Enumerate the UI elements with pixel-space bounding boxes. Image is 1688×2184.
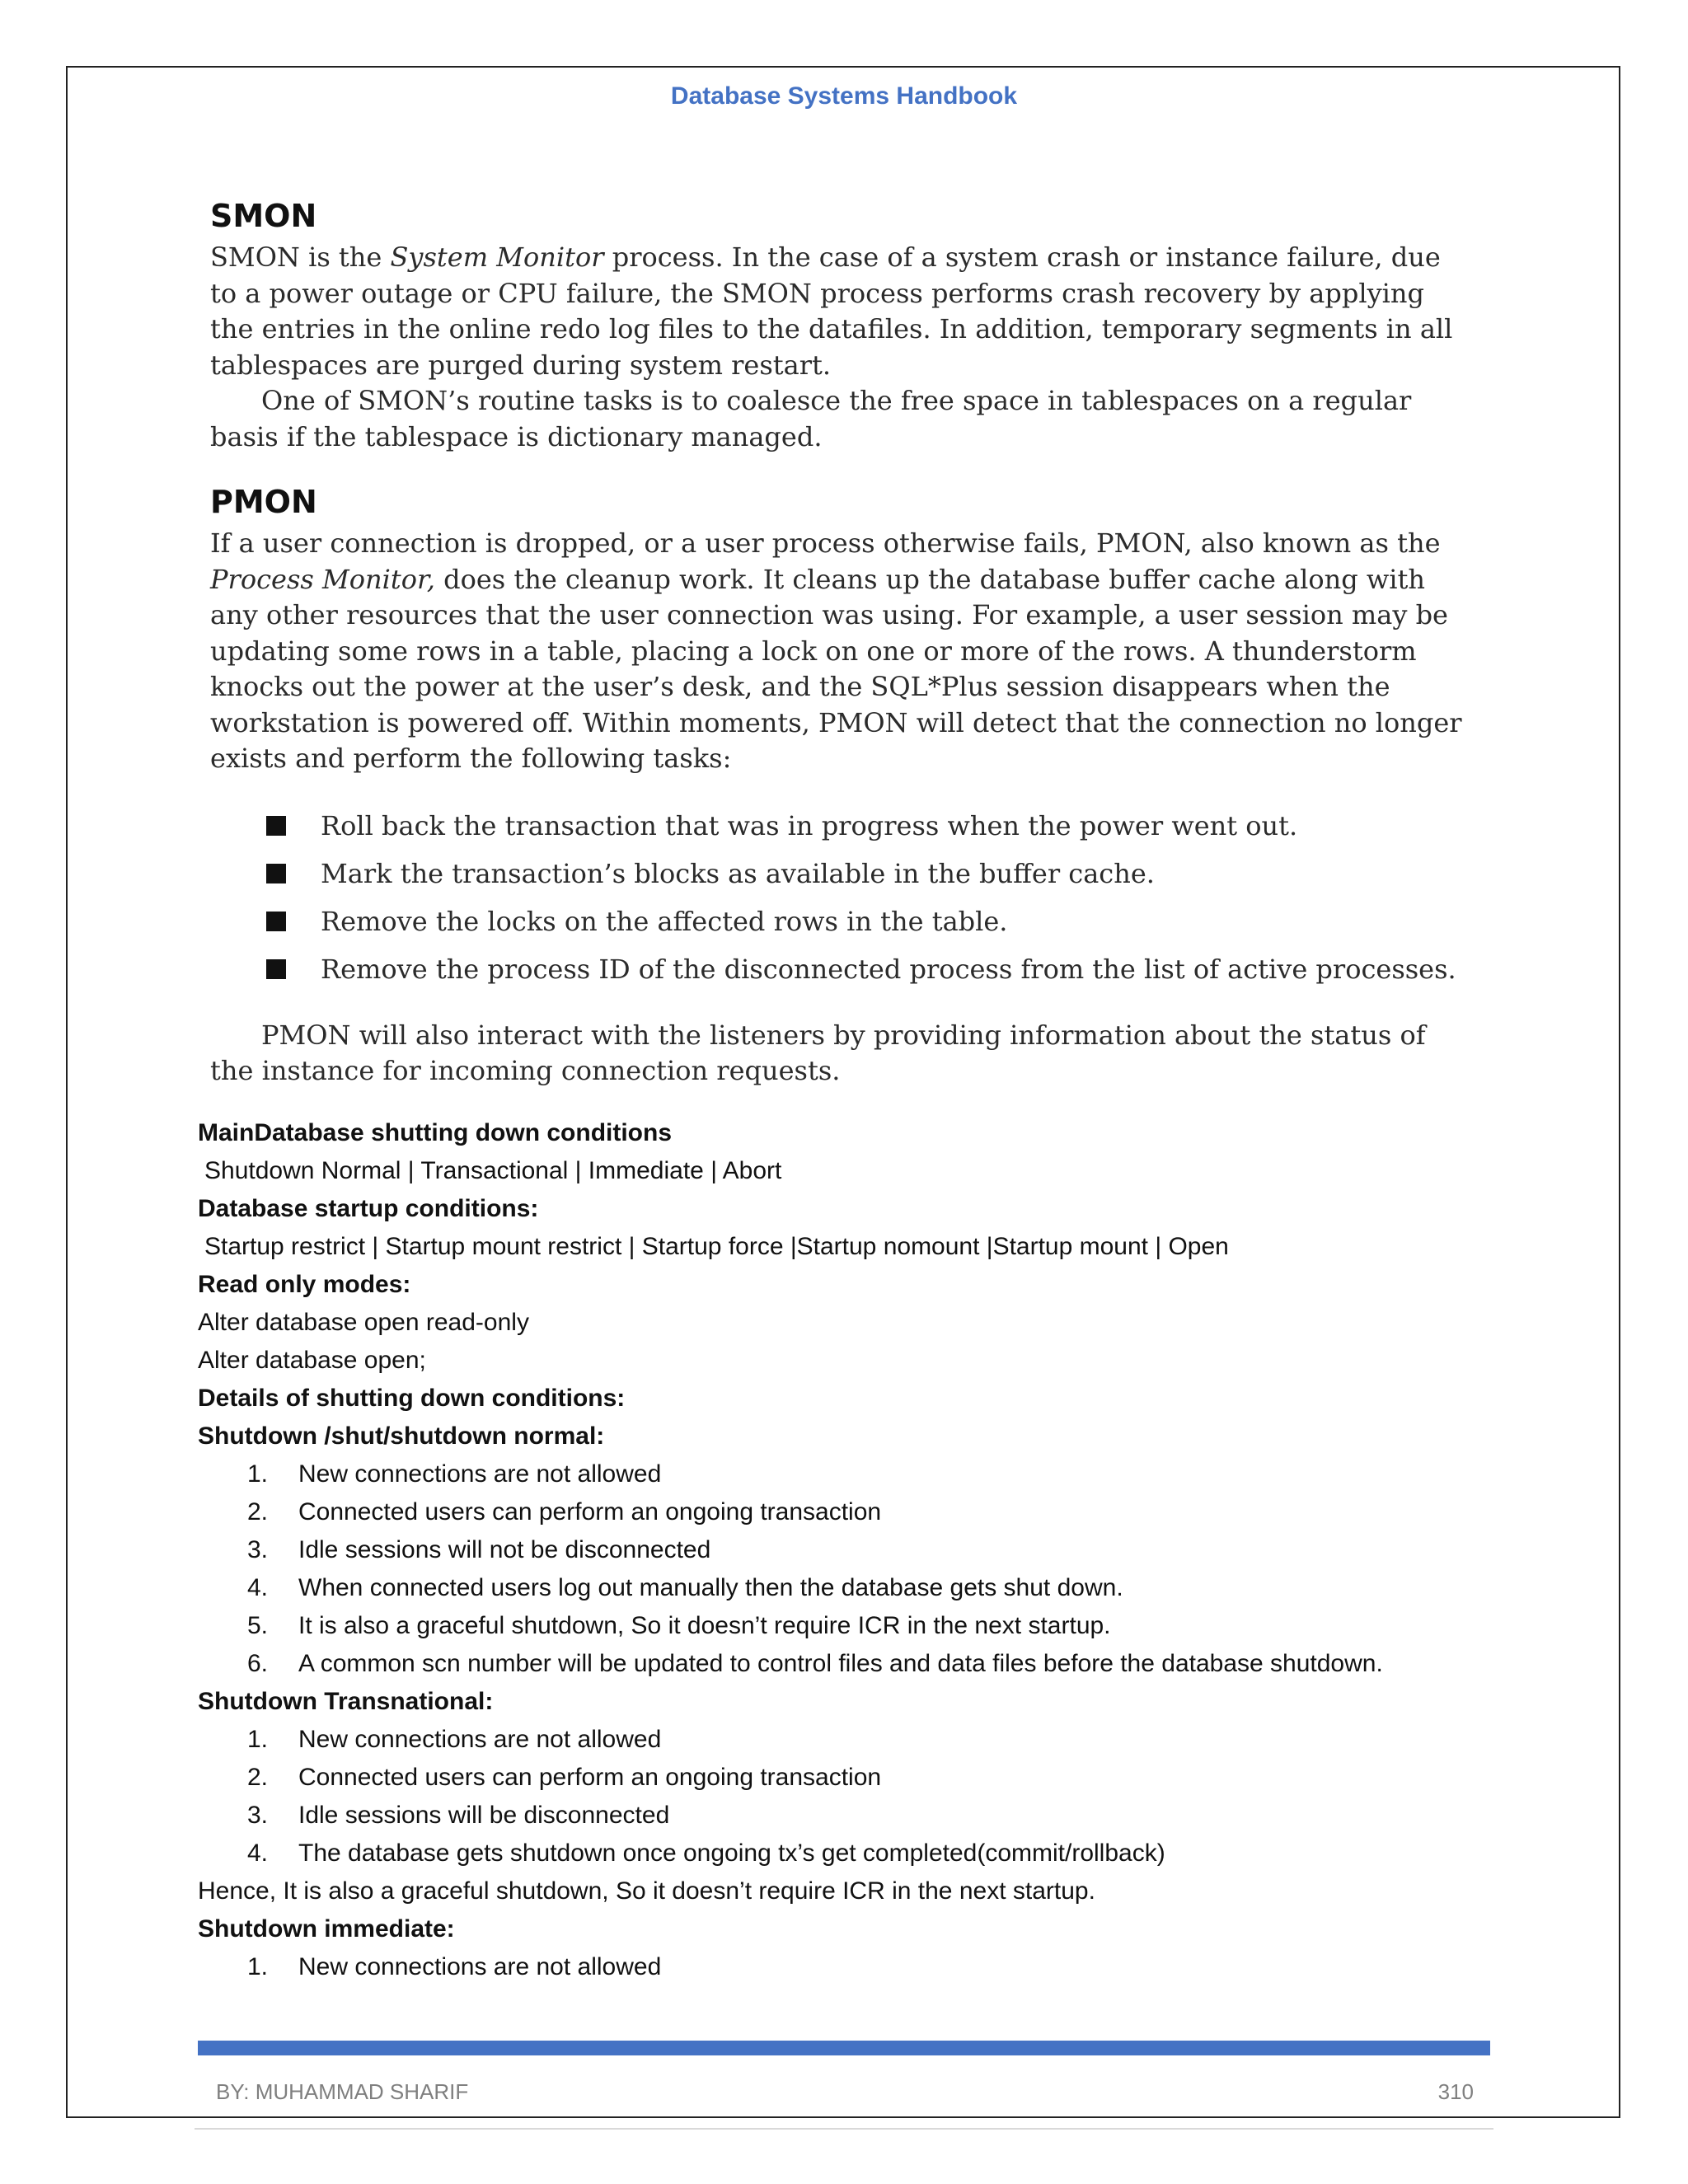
footer-author: BY: MUHAMMAD SHARIF bbox=[216, 2079, 469, 2104]
pmon-task-list bbox=[266, 802, 1471, 993]
list-item: 1. New connections are not allowed bbox=[247, 1460, 662, 1488]
details-heading: Details of shutting down conditions: bbox=[198, 1385, 626, 1412]
startup-conditions-line: Startup restrict | Startup mount restrict | Startup force |Startup nomount |Startup mount | Open bbox=[204, 1233, 1229, 1260]
transnational-note: Hence, It is also a graceful shutdown, So it doesn’t require ICR in the next startup. bbox=[198, 1877, 1095, 1905]
shutdown-transnational-list bbox=[198, 1721, 1500, 1872]
shutdown-conditions-line: Shutdown Normal | Transactional | Immediate | Abort bbox=[204, 1157, 782, 1184]
list-item: Remove the process ID of the disconnected process from the list of active processes. bbox=[266, 945, 1471, 993]
list-item: 5. It is also a graceful shutdown, So it doesn’t require ICR in the next startup. bbox=[247, 1612, 1111, 1639]
smon-heading: SMON bbox=[210, 198, 317, 234]
scanned-book-excerpt bbox=[210, 185, 1471, 1090]
shutdown-normal-list bbox=[198, 1455, 1500, 1683]
shutdown-transnational-heading: Shutdown Transnational: bbox=[198, 1688, 494, 1715]
smon-paragraph-1: SMON is the System Monitor process. In the case of a system crash or instance failure, due to a power outage or CPU failure, the SMON process performs crash recovery by applying the entries in the online redo log files to the datafiles. In addition, temporary segments in all tablespaces are purged during system restart. bbox=[210, 241, 1453, 381]
page-header-title: Database Systems Handbook bbox=[670, 82, 1018, 110]
list-item: 1. New connections are not allowed bbox=[247, 1953, 662, 1980]
list-item: 3. Idle sessions will be disconnected bbox=[247, 1802, 670, 1829]
list-item: 6. A common scn number will be updated to control files and data files before the database shutdown. bbox=[247, 1650, 1383, 1677]
list-item: 4. The database gets shutdown once ongoing tx’s get completed(commit/rollback) bbox=[247, 1840, 1165, 1867]
pmon-paragraph-2: PMON will also interact with the listeners by providing information about the status of the instance for incoming connection requests. bbox=[210, 1019, 1426, 1086]
list-item: 3. Idle sessions will not be disconnected bbox=[247, 1536, 711, 1563]
conditions-section bbox=[198, 1114, 1500, 1986]
shutdown-immediate-heading: Shutdown immediate: bbox=[198, 1915, 455, 1943]
smon-paragraph-2: One of SMON’s routine tasks is to coalesce the free space in tablespaces on a regular basis if the tablespace is dictionary managed. bbox=[210, 385, 1412, 452]
square-bullet-icon bbox=[266, 864, 286, 883]
shutdown-immediate-list bbox=[198, 1948, 1500, 1986]
shutdown-normal-heading: Shutdown /shut/shutdown normal: bbox=[198, 1422, 605, 1450]
readonly-heading: Read only modes: bbox=[198, 1271, 411, 1298]
list-item: Roll back the transaction that was in progress when the power went out. bbox=[266, 802, 1471, 850]
readonly-line-2: Alter database open; bbox=[198, 1347, 426, 1374]
list-item: 4. When connected users log out manually then the database gets shut down. bbox=[247, 1574, 1123, 1601]
pmon-heading: PMON bbox=[210, 484, 317, 520]
footer-accent-bar bbox=[198, 2041, 1490, 2055]
square-bullet-icon bbox=[266, 912, 286, 931]
list-item: 2. Connected users can perform an ongoing transaction bbox=[247, 1498, 882, 1526]
shutdown-conditions-heading: MainDatabase shutting down conditions bbox=[198, 1119, 673, 1146]
list-item: Remove the locks on the affected rows in the table. bbox=[266, 898, 1471, 945]
bottom-divider bbox=[195, 2128, 1493, 2130]
startup-conditions-heading: Database startup conditions: bbox=[198, 1195, 539, 1222]
list-item: 1. New connections are not allowed bbox=[247, 1726, 662, 1753]
readonly-line-1: Alter database open read-only bbox=[198, 1309, 529, 1336]
square-bullet-icon bbox=[266, 959, 286, 979]
list-item: Mark the transaction’s blocks as available in the buffer cache. bbox=[266, 850, 1471, 898]
square-bullet-icon bbox=[266, 816, 286, 836]
footer-page-number: 310 bbox=[1437, 2079, 1474, 2104]
list-item: 2. Connected users can perform an ongoing transaction bbox=[247, 1764, 882, 1791]
pmon-paragraph-1: If a user connection is dropped, or a user process otherwise fails, PMON, also known as the Process Monitor, does the cleanup work. It cleans up the database buffer cache along with any other resources that the user connection was using. For example, a user session may be updating some rows in a table, placing a lock on one or more of the rows. A thunderstorm knocks out the power at the user’s desk, and the SQL*Plus session disappears when the workstation is powered off. Within moments, PMON will detect that the connection no longer exists and perform the following tasks: bbox=[210, 527, 1462, 774]
